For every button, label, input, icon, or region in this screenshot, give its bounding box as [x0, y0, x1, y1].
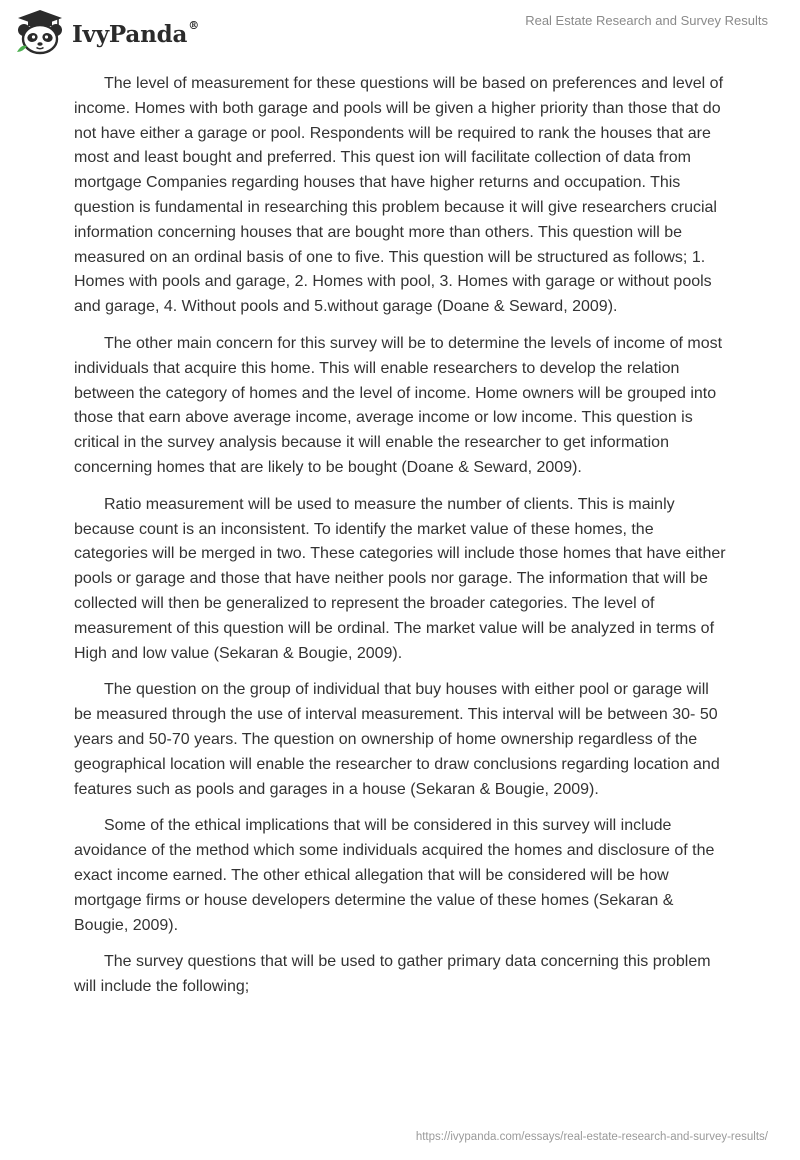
page-header	[0, 0, 800, 66]
document-title: Real Estate Research and Survey Results	[525, 13, 768, 28]
paragraph: The question on the group of individual that buy houses with either pool or garage will be measured through the use of interval measurement. This interval will be between 30- 50 years and 50-70 years. The question on ownership of home ownership regardless of the geographical location will enable the researcher to draw conclusions regarding location and features such as pools and garages in a house (Sekaran & Bougie, 2009).	[74, 681, 720, 798]
brand-logo[interactable]	[14, 8, 199, 56]
panda-graduate-logo-icon	[14, 8, 66, 56]
essay-body	[74, 72, 726, 1012]
paragraph: The other main concern for this survey will be to determine the levels of income of most individuals that acquire this home. This will enable researchers to develop the relation between the category of homes and the level of income. Home owners will be grouped into those that earn above average income, average income or low income. This question is critical in the survey analysis because it will enable the researcher to get information concerning homes that are likely to be bought (Doane & Seward, 2009).	[74, 334, 723, 476]
source-url[interactable]: https://ivypanda.com/essays/real-estate-research-and-survey-results/	[415, 1131, 768, 1143]
brand-name: IvyPanda®	[72, 18, 199, 48]
paragraph: Ratio measurement will be used to measure the number of clients. This is mainly because count is an inconsistent. To identify the market value of these homes, the categories will be merged in two. These categories will include those homes that have either pools or garage and those that have neither pools nor garage. The information that will be collected will then be generalized to represent the broader categories. The level of measurement of this question will be ordinal. The market value will be analyzed in terms of High and low value (Sekaran & Bougie, 2009).	[74, 495, 726, 662]
paragraph: Some of the ethical implications that will be considered in this survey will include avoidance of the method which some individuals acquired the homes and disclosure of the exact income earned. The other ethical allegation that will be considered will be how mortgage firms or house developers determine the value of these homes (Sekaran & Bougie, 2009).	[74, 817, 715, 934]
paragraph: The level of measurement for these questions will be based on preferences and level of income. Homes with both garage and pools will be given a higher priority than those that do not have either a garage or pool. Respondents will be required to rank the houses that are most and least bought and preferred. This quest ion will facilitate collection of data from mortgage Companies regarding houses that have higher returns and occupation. This question is fundamental in researching this problem because it will give researchers crucial information concerning houses that are bought more than others. This question will be measured on an ordinal basis of one to five. This question will be structured as follows; 1. Homes with pools and garage, 2. Homes with pool, 3. Homes with garage or without pools and garage, 4. Without pools and 5.without garage (Doane & Seward, 2009).	[74, 75, 724, 316]
paragraph: The survey questions that will be used to gather primary data concerning this problem will include the following;	[74, 953, 711, 996]
registered-mark: ®	[188, 18, 199, 32]
